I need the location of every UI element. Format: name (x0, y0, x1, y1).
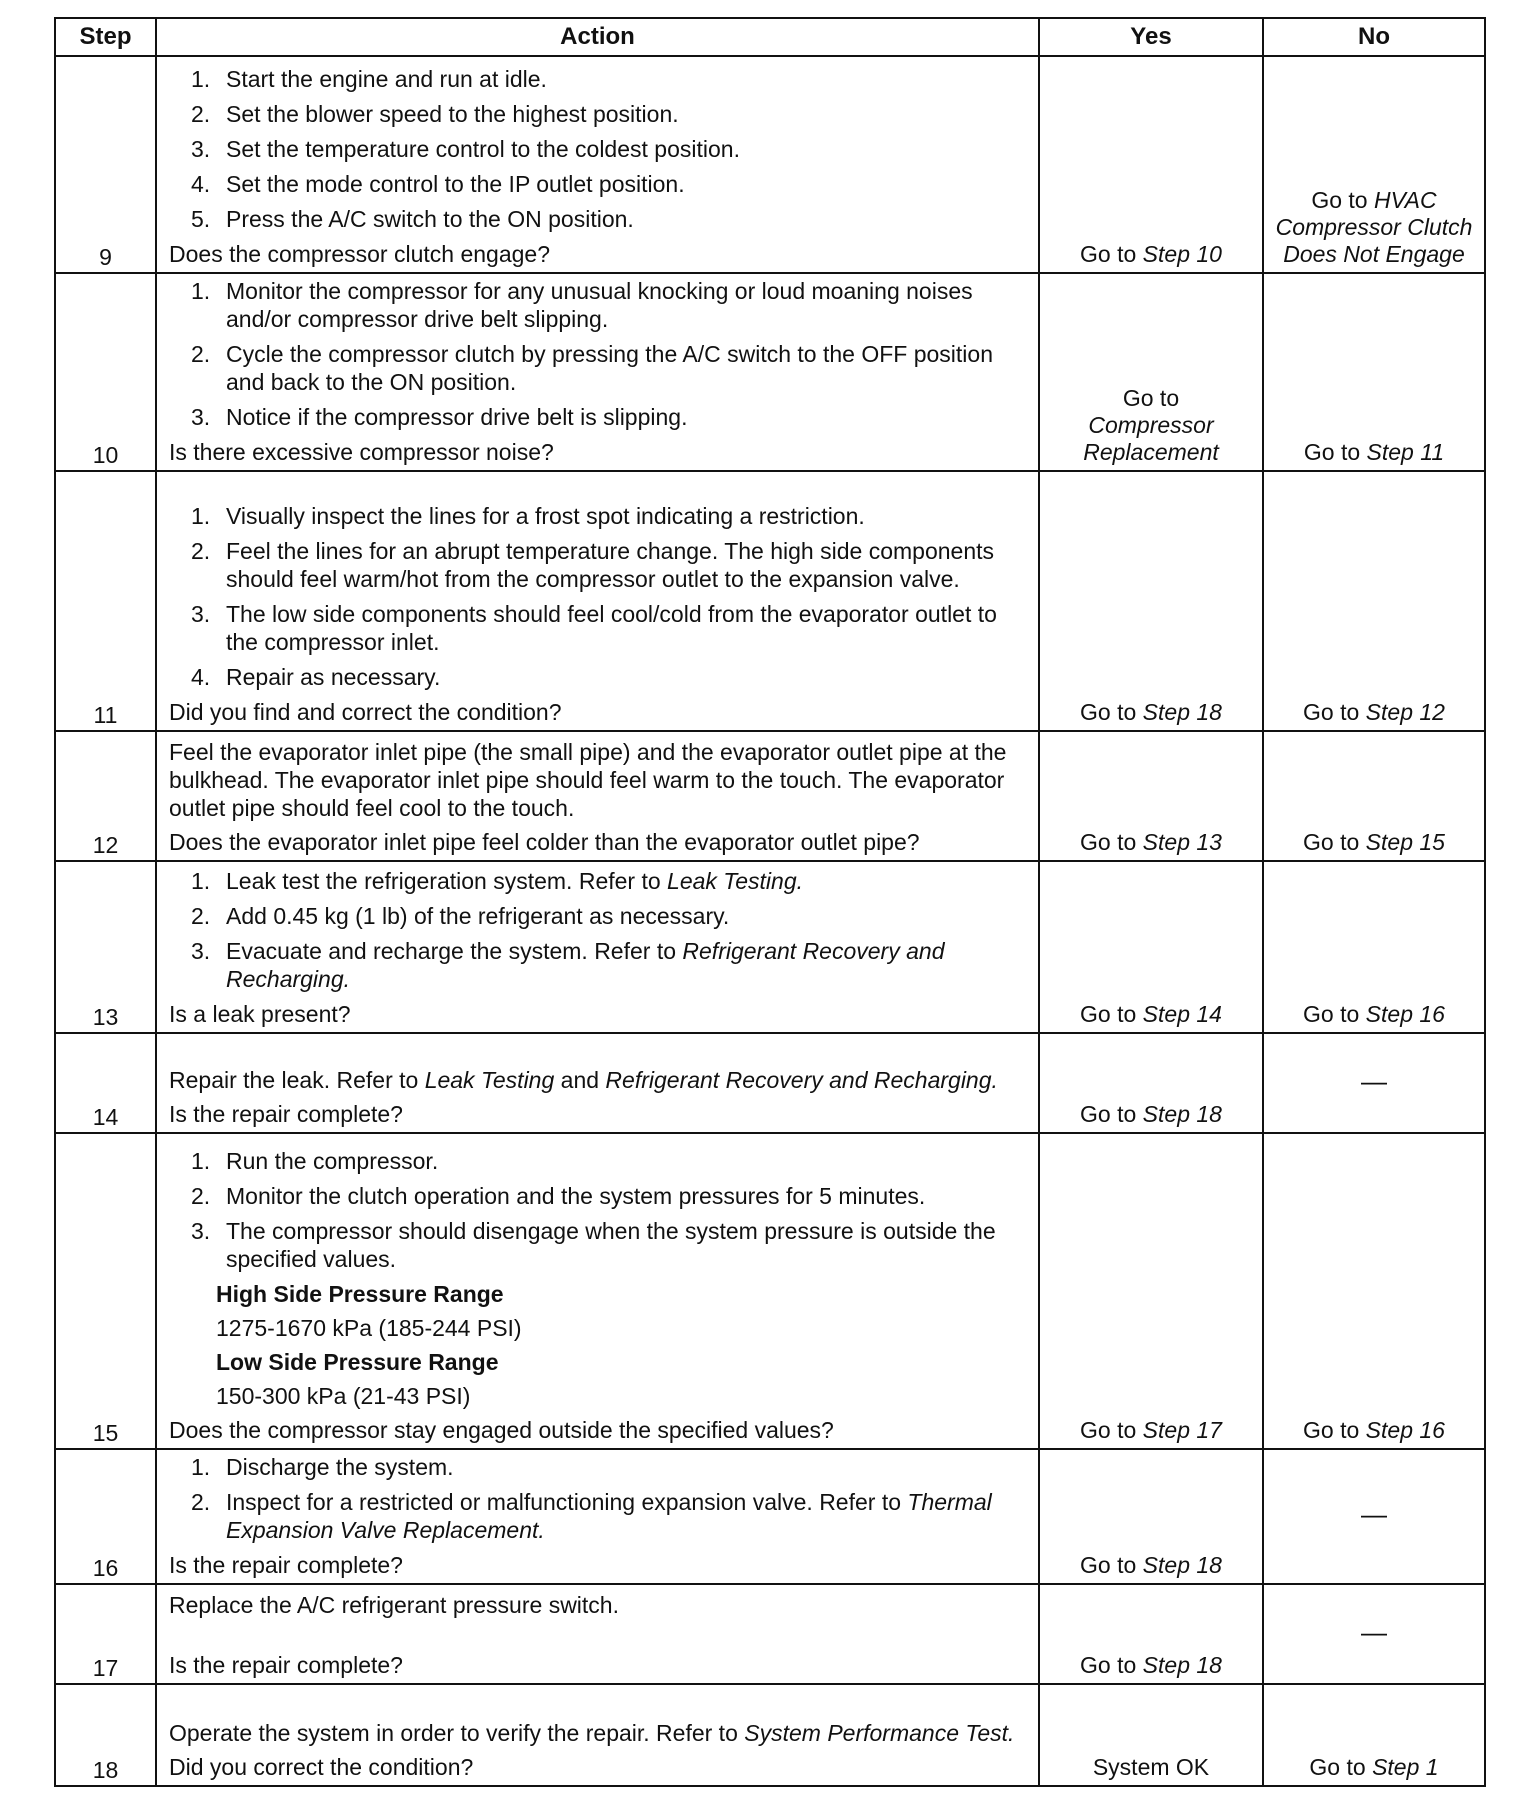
step-number: 9 (55, 56, 156, 273)
yes-cell: Go to Step 14 (1039, 861, 1263, 1033)
list-item: 2. Add 0.45 kg (1 lb) of the refrigerant as necessary. (191, 903, 730, 929)
table-row (55, 1584, 1485, 1684)
header-row (55, 18, 1485, 56)
action-cell (156, 861, 1039, 1033)
list-item: 4. Set the mode control to the IP outlet position. (191, 171, 685, 197)
yes-cell: Go to Step 18 (1039, 1449, 1263, 1584)
step-link[interactable]: Step 18 (1142, 1552, 1222, 1578)
action-text: Repair the leak. Refer to Leak Testing and Refrigerant Recovery and Recharging. (169, 1067, 998, 1093)
question: Is there excessive compressor noise? (169, 439, 554, 465)
diagnostic-table (54, 17, 1486, 1787)
question: Does the evaporator inlet pipe feel colder than the evaporator outlet pipe? (169, 829, 920, 855)
table-row (55, 1133, 1485, 1449)
list-item: 3. The low side components should feel cool/cold from the evaporator outlet to the compressor inlet. (191, 601, 997, 655)
step-number: 16 (55, 1449, 156, 1584)
step-link[interactable]: Step 16 (1365, 1001, 1445, 1027)
action-cell (156, 1133, 1039, 1449)
question: Did you find and correct the condition? (169, 699, 562, 725)
step-number: 14 (55, 1033, 156, 1133)
step-link[interactable]: Step 18 (1142, 1652, 1222, 1678)
list-item: 3. Set the temperature control to the coldest position. (191, 136, 740, 162)
reference-link[interactable]: Thermal Expansion Valve Replacement. (226, 1489, 992, 1543)
yes-cell: System OK (1039, 1684, 1263, 1786)
list-item: 1. Discharge the system. (191, 1454, 454, 1480)
step-link[interactable]: Step 13 (1142, 829, 1222, 855)
no-cell: Go to Step 15 (1263, 731, 1485, 861)
step-number: 12 (55, 731, 156, 861)
step-link[interactable]: Step 14 (1142, 1001, 1222, 1027)
reference-link[interactable]: Leak Testing. (667, 868, 804, 894)
table-row (55, 56, 1485, 273)
question: Is the repair complete? (169, 1101, 403, 1127)
reference-link[interactable]: Refrigerant Recovery and Recharging. (605, 1067, 998, 1093)
yes-cell: Go to Step 18 (1039, 471, 1263, 731)
action-list (169, 1147, 1028, 1273)
question: Does the compressor stay engaged outside the specified values? (169, 1417, 834, 1443)
list-item: 2. Cycle the compressor clutch by pressing the A/C switch to the OFF position and back to the ON position. (191, 341, 993, 395)
no-cell: Go to Step 12 (1263, 471, 1485, 731)
spec-value: 1275-1670 kPa (185-244 PSI) (216, 1315, 522, 1341)
list-item: 1. Start the engine and run at idle. (191, 66, 547, 92)
question: Did you correct the condition? (169, 1754, 474, 1780)
spec-heading: Low Side Pressure Range (216, 1349, 499, 1375)
table-row (55, 731, 1485, 861)
spec-value: 150-300 kPa (21-43 PSI) (216, 1383, 471, 1409)
action-cell (156, 1584, 1039, 1684)
step-number: 13 (55, 861, 156, 1033)
reference-link[interactable]: Refrigerant Recovery and Recharging. (226, 938, 945, 992)
yes-cell: Go to Step 18 (1039, 1584, 1263, 1684)
list-item: 5. Press the A/C switch to the ON position. (191, 206, 634, 232)
step-link[interactable]: Step 11 (1366, 439, 1445, 465)
step-link[interactable]: Step 18 (1142, 699, 1222, 725)
no-cell: Go to Step 16 (1263, 1133, 1485, 1449)
no-cell: — (1263, 1584, 1485, 1684)
procedure-link[interactable]: Compressor Replacement (1083, 412, 1219, 465)
action-list (169, 1453, 1028, 1544)
list-item: 3. Notice if the compressor drive belt is slipping. (191, 404, 688, 430)
action-list (169, 65, 1028, 233)
yes-cell: Go to Step 10 (1039, 56, 1263, 273)
action-text: Replace the A/C refrigerant pressure switch. (169, 1592, 619, 1618)
no-cell: Go to Step 11 (1263, 273, 1485, 471)
question: Is a leak present? (169, 1001, 351, 1027)
question: Does the compressor clutch engage? (169, 241, 550, 267)
action-list (169, 502, 1028, 691)
action-text: Feel the evaporator inlet pipe (the small pipe) and the evaporator outlet pipe at the bulkhead. The evaporator inlet pipe should feel warm to the touch. The evaporator outlet pipe should feel cool to the touch. (169, 739, 1007, 821)
action-cell (156, 1449, 1039, 1584)
no-cell: — (1263, 1033, 1485, 1133)
list-item: 2. Monitor the clutch operation and the system pressures for 5 minutes. (191, 1183, 926, 1209)
yes-cell: Go to Step 17 (1039, 1133, 1263, 1449)
action-list (169, 867, 1028, 993)
no-cell: — (1263, 1449, 1485, 1584)
no-cell: Go to Step 16 (1263, 861, 1485, 1033)
step-number: 18 (55, 1684, 156, 1786)
step-link[interactable]: Step 12 (1365, 699, 1445, 725)
yes-cell: Go to Step 18 (1039, 1033, 1263, 1133)
step-link[interactable]: Step 10 (1142, 241, 1222, 267)
table-row (55, 1449, 1485, 1584)
action-cell (156, 1033, 1039, 1133)
step-number: 15 (55, 1133, 156, 1449)
step-number: 11 (55, 471, 156, 731)
table-row (55, 861, 1485, 1033)
list-item: 3. Evacuate and recharge the system. Refer to Refrigerant Recovery and Recharging. (191, 938, 945, 992)
step-number: 17 (55, 1584, 156, 1684)
action-cell (156, 56, 1039, 273)
step-link[interactable]: Step 16 (1365, 1417, 1445, 1443)
reference-link[interactable]: Leak Testing (424, 1067, 555, 1093)
table-row (55, 273, 1485, 471)
action-cell (156, 471, 1039, 731)
step-number: 10 (55, 273, 156, 471)
step-link[interactable]: Step 17 (1142, 1417, 1222, 1443)
question: Is the repair complete? (169, 1552, 403, 1578)
list-item: 3. The compressor should disengage when the system pressure is outside the specified values. (191, 1218, 996, 1272)
header-no: No (1263, 18, 1485, 56)
list-item: 1. Monitor the compressor for any unusual knocking or loud moaning noises and/or compressor drive belt slipping. (191, 278, 973, 332)
action-cell (156, 273, 1039, 471)
list-item: 1. Visually inspect the lines for a frost spot indicating a restriction. (191, 503, 865, 529)
header-action: Action (156, 18, 1039, 56)
list-item: 1. Run the compressor. (191, 1148, 439, 1174)
header-yes: Yes (1039, 18, 1263, 56)
list-item: 2. Feel the lines for an abrupt temperature change. The high side components should feel warm/hot from the compressor outlet to the expansion valve. (191, 538, 994, 592)
spec-heading: High Side Pressure Range (216, 1281, 504, 1307)
table-row (55, 471, 1485, 731)
action-text: Operate the system in order to verify the repair. Refer to System Performance Test. (169, 1720, 1015, 1746)
table-row (55, 1684, 1485, 1786)
yes-cell: Go to Step 13 (1039, 731, 1263, 861)
procedure-link[interactable]: HVAC Compressor Clutch Does Not Engage (1275, 187, 1473, 267)
list-item: 2. Inspect for a restricted or malfunctioning expansion valve. Refer to Thermal Expansion Valve Replacement. (191, 1489, 992, 1543)
list-item: 4. Repair as necessary. (191, 664, 441, 690)
step-link[interactable]: Step 15 (1365, 829, 1445, 855)
action-cell (156, 731, 1039, 861)
step-link[interactable]: Step 18 (1142, 1101, 1222, 1127)
yes-cell: Go to Compressor Replacement (1039, 273, 1263, 471)
table-row (55, 1033, 1485, 1133)
action-cell (156, 1684, 1039, 1786)
reference-link[interactable]: System Performance Test. (744, 1720, 1015, 1746)
list-item: 1. Leak test the refrigeration system. Refer to Leak Testing. (191, 868, 804, 894)
action-list (169, 277, 1028, 431)
step-link[interactable]: Step 1 (1372, 1754, 1439, 1780)
list-item: 2. Set the blower speed to the highest position. (191, 101, 679, 127)
no-cell: Go to Step 1 (1263, 1684, 1485, 1786)
question: Is the repair complete? (169, 1652, 403, 1678)
header-step: Step (55, 18, 156, 56)
no-cell: Go to HVAC Compressor Clutch Does Not Engage (1263, 56, 1485, 273)
